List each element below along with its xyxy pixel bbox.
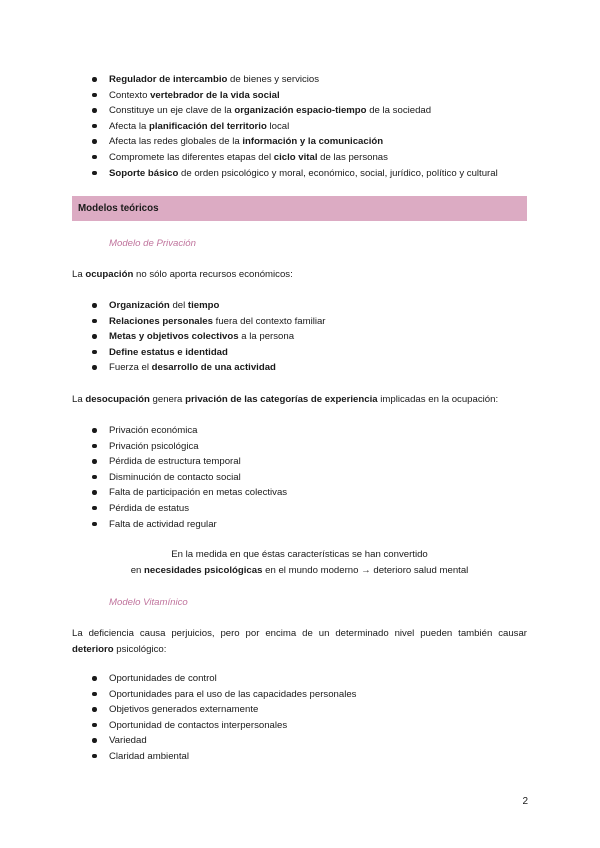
list-item: Pérdida de estatus (72, 501, 287, 517)
centered-note-line1: En la medida en que éstas características se han convertido (171, 549, 428, 560)
list-item: Claridad ambiental (72, 749, 356, 765)
list-item: Constituye un eje clave de la organización espacio-tiempo de la sociedad (72, 103, 498, 119)
intro-list (72, 72, 498, 181)
list-item: Pérdida de estructura temporal (72, 454, 287, 470)
list-item: Oportunidades de control (72, 671, 356, 687)
ocupacion-list (72, 298, 326, 376)
list-item: Relaciones personales fuera del contexto familiar (72, 314, 326, 330)
list-item: Privación psicológica (72, 439, 287, 455)
list-item: Falta de participación en metas colectivas (72, 485, 287, 501)
list-item: Define estatus e identidad (72, 345, 326, 361)
desocupacion-list (72, 423, 287, 532)
page-number: 2 (522, 796, 528, 807)
paragraph-line2: deterioro psicológico: (72, 643, 167, 655)
list-item: Objetivos generados externamente (72, 702, 356, 718)
centered-note (72, 547, 527, 578)
list-item: Afecta la planificación del territorio local (72, 119, 498, 135)
list-item: Compromete las diferentes etapas del ciclo vital de las personas (72, 150, 498, 166)
list-item: Metas y objetivos colectivos a la persona (72, 329, 326, 345)
paragraph-desocupacion: La desocupación genera privación de las categorías de experiencia implicadas en la ocupación: (72, 394, 499, 405)
list-item: Fuerza el desarrollo de una actividad (72, 360, 326, 376)
list-item: Oportunidad de contactos interpersonales (72, 718, 356, 734)
vitaminico-list (72, 671, 356, 765)
model-title-privacion: Modelo de Privación (109, 238, 196, 249)
paragraph-line1: La deficiencia causa perjuicios, pero por encima de un determinado nivel pueden también causar (72, 628, 527, 639)
paragraph-deficiencia (72, 626, 527, 657)
list-item: Privación económica (72, 423, 287, 439)
list-item: Organización del tiempo (72, 298, 326, 314)
list-item: Oportunidades para el uso de las capacidades personales (72, 687, 356, 703)
list-item: Disminución de contacto social (72, 470, 287, 486)
list-item: Variedad (72, 733, 356, 749)
centered-note-line2: en necesidades psicológicas en el mundo moderno → deterioro salud mental (130, 564, 469, 576)
paragraph-ocupacion: La ocupación no sólo aporta recursos económicos: (72, 269, 293, 280)
model-title-vitaminico: Modelo Vitamínico (109, 597, 188, 608)
list-item: Falta de actividad regular (72, 517, 287, 533)
section-header-modelos: Modelos teóricos (72, 196, 527, 221)
list-item: Regulador de intercambio de bienes y servicios (72, 72, 498, 88)
list-item: Soporte básico de orden psicológico y moral, económico, social, jurídico, político y cultural (72, 166, 498, 182)
list-item: Afecta las redes globales de la información y la comunicación (72, 134, 498, 150)
list-item: Contexto vertebrador de la vida social (72, 88, 498, 104)
